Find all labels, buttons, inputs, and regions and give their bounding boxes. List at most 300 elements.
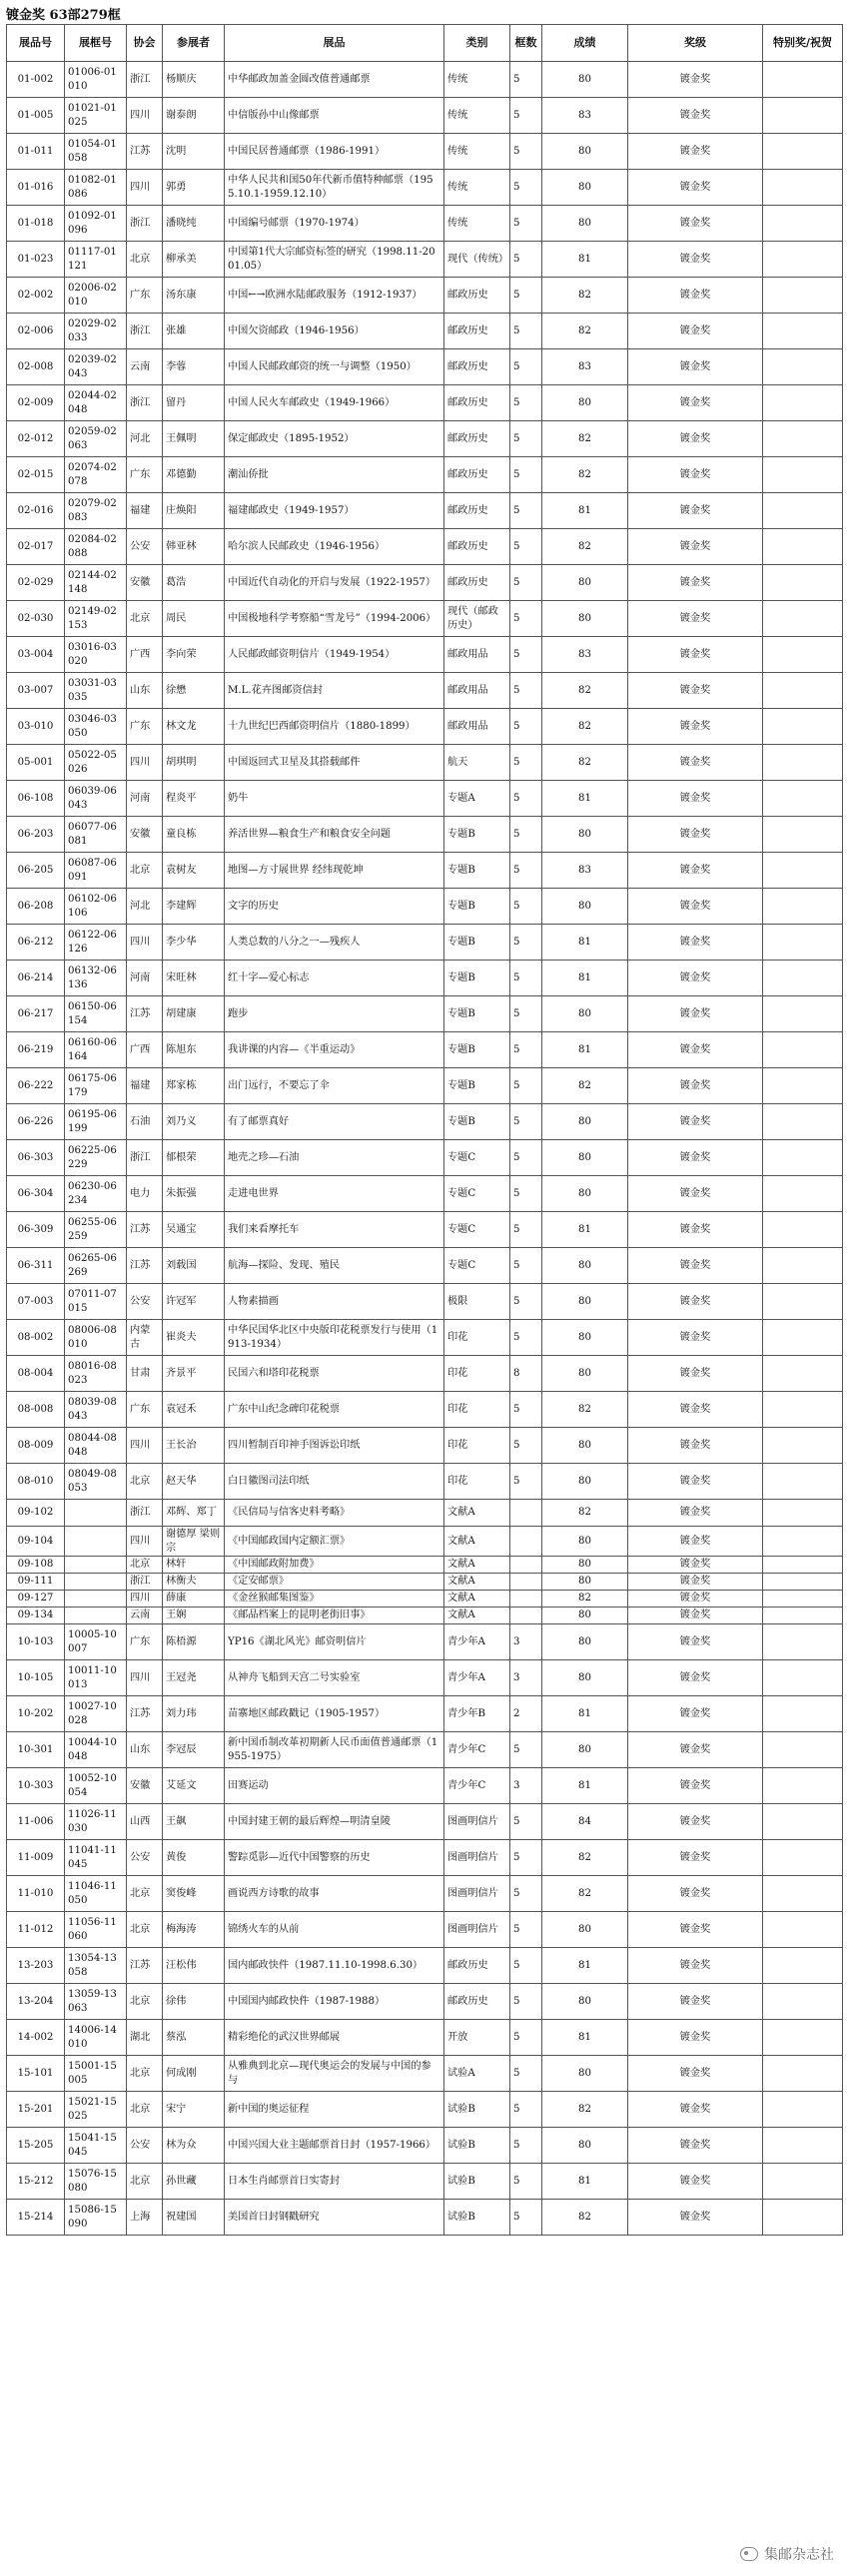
special-award (763, 709, 843, 745)
table-row (7, 1840, 843, 1876)
score: 82 (542, 314, 628, 349)
award-level: 镀金奖 (628, 457, 763, 493)
frame-range (65, 1557, 127, 1574)
exhibit-number: 06-304 (7, 1176, 65, 1212)
score: 80 (542, 1104, 628, 1140)
award-level: 镀金奖 (628, 1840, 763, 1876)
association: 广东 (127, 1624, 163, 1660)
category: 文献A (444, 1527, 510, 1557)
exhibit-number: 09-108 (7, 1557, 65, 1574)
special-award (763, 493, 843, 529)
frame-count: 5 (510, 996, 542, 1032)
association: 江苏 (127, 1248, 163, 1284)
frame-count: 5 (510, 1284, 542, 1320)
score: 80 (542, 1574, 628, 1591)
exhibitor: 梅海涛 (163, 1912, 225, 1948)
frame-range: 02149-02153 (65, 601, 127, 637)
award-level: 镀金奖 (628, 1428, 763, 1464)
score: 80 (542, 565, 628, 601)
table-row (7, 278, 843, 314)
association: 浙江 (127, 206, 163, 242)
exhibit-title: 中国兴国大业主题邮票首日封（1957-1966） (225, 2128, 444, 2164)
table-row (7, 1500, 843, 1527)
special-award (763, 1732, 843, 1768)
category: 专题B (444, 817, 510, 853)
award-level: 镀金奖 (628, 62, 763, 98)
frame-range (65, 1527, 127, 1557)
frame-count: 5 (510, 349, 542, 385)
frame-range: 10011-10013 (65, 1660, 127, 1696)
frame-range: 06087-06091 (65, 853, 127, 889)
exhibit-number: 10-303 (7, 1768, 65, 1804)
category: 文献A (444, 1574, 510, 1591)
score: 82 (542, 278, 628, 314)
score: 82 (542, 421, 628, 457)
frame-range: 03046-03050 (65, 709, 127, 745)
frame-count: 5 (510, 1428, 542, 1464)
category: 传统 (444, 62, 510, 98)
exhibitor: 袁冠禾 (163, 1392, 225, 1428)
exhibit-title: 出门远行，不要忘了伞 (225, 1068, 444, 1104)
exhibitor: 齐景平 (163, 1356, 225, 1392)
frame-count: 5 (510, 1948, 542, 1984)
exhibit-title: 中国欠资邮政（1946-1956） (225, 314, 444, 349)
frame-count: 5 (510, 98, 542, 134)
exhibitor: 王娴 (163, 1608, 225, 1624)
exhibit-title: 田赛运动 (225, 1768, 444, 1804)
award-level: 镀金奖 (628, 996, 763, 1032)
column-header: 参展者 (163, 25, 225, 62)
column-header: 特别奖/祝贺 (763, 25, 843, 62)
special-award (763, 1032, 843, 1068)
table-row (7, 1140, 843, 1176)
exhibitor: 刘载国 (163, 1248, 225, 1284)
exhibit-title: 中国←→欧洲水陆邮政服务（1912-1937） (225, 278, 444, 314)
frame-range: 06230-06234 (65, 1176, 127, 1212)
exhibit-title: 日本生肖邮票首日实寄封 (225, 2164, 444, 2200)
table-row (7, 1248, 843, 1284)
special-award (763, 1696, 843, 1732)
special-award (763, 889, 843, 925)
special-award (763, 1140, 843, 1176)
exhibitor: 宋旺林 (163, 961, 225, 996)
exhibit-number: 02-029 (7, 565, 65, 601)
exhibit-title: 中华民国华北区中央版印花税票发行与使用（1913-1934） (225, 1320, 444, 1356)
table-row (7, 529, 843, 565)
frame-range: 06195-06199 (65, 1104, 127, 1140)
exhibitor: 林文龙 (163, 709, 225, 745)
table-row (7, 1624, 843, 1660)
category: 专题B (444, 1104, 510, 1140)
frame-range: 01117-01121 (65, 242, 127, 278)
exhibit-number: 02-017 (7, 529, 65, 565)
special-award (763, 601, 843, 637)
association: 四川 (127, 1591, 163, 1608)
award-level: 镀金奖 (628, 817, 763, 853)
exhibit-number: 13-203 (7, 1948, 65, 1984)
exhibit-title: 从神舟飞船到天宫二号实验室 (225, 1660, 444, 1696)
special-award (763, 2164, 843, 2200)
exhibit-title: 人物素描画 (225, 1284, 444, 1320)
frame-count: 5 (510, 637, 542, 673)
table-row (7, 1176, 843, 1212)
frame-range: 02144-02148 (65, 565, 127, 601)
table-row (7, 1984, 843, 2020)
frame-count: 5 (510, 206, 542, 242)
frame-range: 14006-14010 (65, 2020, 127, 2056)
score: 81 (542, 2020, 628, 2056)
special-award (763, 1876, 843, 1912)
award-level: 镀金奖 (628, 925, 763, 961)
exhibit-title: 中国返回式卫星及其搭载邮件 (225, 745, 444, 781)
category: 青少年C (444, 1768, 510, 1804)
exhibitor: 王冠尧 (163, 1660, 225, 1696)
special-award (763, 1104, 843, 1140)
exhibitor: 李少华 (163, 925, 225, 961)
table-row (7, 421, 843, 457)
score: 80 (542, 1527, 628, 1557)
frame-range: 06175-06179 (65, 1068, 127, 1104)
table-row (7, 1574, 843, 1591)
score: 82 (542, 709, 628, 745)
special-award (763, 673, 843, 709)
exhibit-title: 中国国内邮政快件（1987-1988） (225, 1984, 444, 2020)
frame-count: 5 (510, 1912, 542, 1948)
table-row (7, 996, 843, 1032)
frame-range: 13054-13058 (65, 1948, 127, 1984)
frame-range (65, 1574, 127, 1591)
table-row (7, 709, 843, 745)
score: 81 (542, 1948, 628, 1984)
frame-count: 3 (510, 1624, 542, 1660)
association: 四川 (127, 98, 163, 134)
exhibitor: 胡琪明 (163, 745, 225, 781)
association: 福建 (127, 493, 163, 529)
special-award (763, 206, 843, 242)
category: 试验B (444, 2128, 510, 2164)
award-level: 镀金奖 (628, 242, 763, 278)
table-row (7, 925, 843, 961)
score: 80 (542, 62, 628, 98)
award-level: 镀金奖 (628, 134, 763, 170)
exhibit-number: 02-015 (7, 457, 65, 493)
frame-range: 10052-10054 (65, 1768, 127, 1804)
frame-count: 8 (510, 1356, 542, 1392)
category: 试验B (444, 2092, 510, 2128)
special-award (763, 1320, 843, 1356)
awards-table (6, 24, 843, 2236)
exhibit-title: 精彩绝伦的武汉世界邮展 (225, 2020, 444, 2056)
column-header: 类别 (444, 25, 510, 62)
exhibit-number: 06-214 (7, 961, 65, 996)
frame-count: 5 (510, 709, 542, 745)
category: 航天 (444, 745, 510, 781)
exhibit-title: 锦绣火车的从前 (225, 1912, 444, 1948)
award-level: 镀金奖 (628, 1284, 763, 1320)
score: 82 (542, 1500, 628, 1527)
exhibit-title: M.L.花卉图邮资信封 (225, 673, 444, 709)
frame-count: 5 (510, 314, 542, 349)
table-row (7, 1527, 843, 1557)
exhibit-title: 中国封建王朝的最后辉煌—明清皇陵 (225, 1804, 444, 1840)
special-award (763, 278, 843, 314)
table-row (7, 1428, 843, 1464)
exhibit-number: 11-009 (7, 1840, 65, 1876)
exhibitor: 孙世藏 (163, 2164, 225, 2200)
exhibitor: 何成刚 (163, 2056, 225, 2092)
special-award (763, 781, 843, 817)
column-header: 展框号 (65, 25, 127, 62)
score: 82 (542, 529, 628, 565)
special-award (763, 134, 843, 170)
table-row (7, 889, 843, 925)
table-row (7, 565, 843, 601)
score: 80 (542, 1320, 628, 1356)
award-level: 镀金奖 (628, 1984, 763, 2020)
score: 80 (542, 817, 628, 853)
exhibit-number: 03-010 (7, 709, 65, 745)
score: 80 (542, 1660, 628, 1696)
association: 石油 (127, 1104, 163, 1140)
table-row (7, 1032, 843, 1068)
frame-range: 08039-08043 (65, 1392, 127, 1428)
award-level: 镀金奖 (628, 1557, 763, 1574)
frame-count: 5 (510, 925, 542, 961)
exhibit-number: 09-111 (7, 1574, 65, 1591)
special-award (763, 1356, 843, 1392)
category: 传统 (444, 206, 510, 242)
association: 四川 (127, 170, 163, 206)
score: 80 (542, 1284, 628, 1320)
exhibit-title: 四川暂制百印神手图诉讼印纸 (225, 1428, 444, 1464)
association: 河北 (127, 421, 163, 457)
table-row (7, 673, 843, 709)
frame-count: 5 (510, 421, 542, 457)
category: 极限 (444, 1284, 510, 1320)
frame-count: 5 (510, 2200, 542, 2236)
table-row (7, 1876, 843, 1912)
special-award (763, 2200, 843, 2236)
association: 江苏 (127, 1212, 163, 1248)
special-award (763, 1804, 843, 1840)
special-award (763, 925, 843, 961)
award-level: 镀金奖 (628, 278, 763, 314)
exhibit-number: 06-226 (7, 1104, 65, 1140)
score: 80 (542, 134, 628, 170)
association: 北京 (127, 1984, 163, 2020)
award-level: 镀金奖 (628, 1876, 763, 1912)
award-level: 镀金奖 (628, 2128, 763, 2164)
frame-count: 5 (510, 1176, 542, 1212)
award-level: 镀金奖 (628, 781, 763, 817)
exhibit-number: 01-011 (7, 134, 65, 170)
score: 82 (542, 1591, 628, 1608)
table-row (7, 1464, 843, 1500)
score: 81 (542, 493, 628, 529)
frame-range: 10044-10048 (65, 1732, 127, 1768)
frame-count: 5 (510, 2020, 542, 2056)
association: 北京 (127, 242, 163, 278)
exhibitor: 童良栋 (163, 817, 225, 853)
frame-count: 5 (510, 170, 542, 206)
exhibit-title: 潮汕侨批 (225, 457, 444, 493)
frame-count: 5 (510, 493, 542, 529)
special-award (763, 817, 843, 853)
frame-range (65, 1591, 127, 1608)
association: 北京 (127, 1912, 163, 1948)
frame-range: 15001-15005 (65, 2056, 127, 2092)
table-row (7, 1284, 843, 1320)
frame-range: 13059-13063 (65, 1984, 127, 2020)
frame-count: 3 (510, 1768, 542, 1804)
category: 文献A (444, 1500, 510, 1527)
special-award (763, 1557, 843, 1574)
exhibit-title: 从雅典到北京—现代奥运会的发展与中国的参与 (225, 2056, 444, 2092)
exhibit-number: 08-009 (7, 1428, 65, 1464)
association: 江苏 (127, 996, 163, 1032)
association: 江苏 (127, 1696, 163, 1732)
table-row (7, 457, 843, 493)
association: 云南 (127, 349, 163, 385)
exhibit-title: YP16《湖北风光》邮资明信片 (225, 1624, 444, 1660)
special-award (763, 1624, 843, 1660)
table-row (7, 1320, 843, 1356)
wechat-icon (740, 2547, 758, 2561)
exhibitor: 刘乃义 (163, 1104, 225, 1140)
association: 上海 (127, 2200, 163, 2236)
award-level: 镀金奖 (628, 2164, 763, 2200)
association: 北京 (127, 2092, 163, 2128)
exhibit-number: 15-201 (7, 2092, 65, 2128)
award-level: 镀金奖 (628, 2200, 763, 2236)
exhibit-title: 《定安邮票》 (225, 1574, 444, 1591)
special-award (763, 745, 843, 781)
frame-range: 08016-08023 (65, 1356, 127, 1392)
exhibit-title: 哈尔滨人民邮政史（1946-1956） (225, 529, 444, 565)
category: 邮政历史 (444, 565, 510, 601)
table-row (7, 1068, 843, 1104)
table-row (7, 1948, 843, 1984)
exhibit-number: 10-103 (7, 1624, 65, 1660)
score: 80 (542, 996, 628, 1032)
category: 印花 (444, 1464, 510, 1500)
table-row (7, 853, 843, 889)
table-row (7, 62, 843, 98)
frame-range: 02029-02033 (65, 314, 127, 349)
exhibit-number: 02-006 (7, 314, 65, 349)
score: 82 (542, 1392, 628, 1428)
category: 传统 (444, 170, 510, 206)
category: 试验A (444, 2056, 510, 2092)
category: 印花 (444, 1428, 510, 1464)
score: 83 (542, 98, 628, 134)
table-row (7, 98, 843, 134)
exhibit-title: 中国极地科学考察船“雪龙号”（1994-2006） (225, 601, 444, 637)
special-award (763, 2128, 843, 2164)
category: 邮政历史 (444, 1948, 510, 1984)
frame-range: 03016-03020 (65, 637, 127, 673)
category: 印花 (444, 1392, 510, 1428)
score: 82 (542, 457, 628, 493)
frame-range: 02039-02043 (65, 349, 127, 385)
frame-count (510, 1591, 542, 1608)
award-level: 镀金奖 (628, 1176, 763, 1212)
frame-range: 06132-06136 (65, 961, 127, 996)
exhibit-title: 《中国邮政附加费》 (225, 1557, 444, 1574)
exhibit-title: 《邮品档案上的昆明老街旧事》 (225, 1608, 444, 1624)
table-row (7, 2092, 843, 2128)
exhibit-title: 福建邮政史（1949-1957） (225, 493, 444, 529)
exhibit-title: 中国近代自动化的开启与发展（1922-1957） (225, 565, 444, 601)
table-row (7, 385, 843, 421)
exhibit-title: 中华邮政加盖金圆改值普通邮票 (225, 62, 444, 98)
exhibit-title: 红十字—爱心标志 (225, 961, 444, 996)
special-award (763, 1608, 843, 1624)
score: 80 (542, 1356, 628, 1392)
frame-range: 06077-06081 (65, 817, 127, 853)
column-header: 奖级 (628, 25, 763, 62)
exhibitor: 谢泰朗 (163, 98, 225, 134)
table-row (7, 745, 843, 781)
frame-range: 03031-03035 (65, 673, 127, 709)
association: 广西 (127, 1032, 163, 1068)
association: 安徽 (127, 565, 163, 601)
table-row (7, 601, 843, 637)
exhibit-number: 06-309 (7, 1212, 65, 1248)
category: 专题A (444, 781, 510, 817)
exhibit-title: 《金丝猴邮集图鉴》 (225, 1591, 444, 1608)
score: 80 (542, 1428, 628, 1464)
column-header: 框数 (510, 25, 542, 62)
frame-range: 02084-02088 (65, 529, 127, 565)
frame-range: 11041-11045 (65, 1840, 127, 1876)
special-award (763, 349, 843, 385)
category: 邮政历史 (444, 457, 510, 493)
exhibit-number: 15-101 (7, 2056, 65, 2092)
exhibit-number: 03-004 (7, 637, 65, 673)
category: 图画明信片 (444, 1876, 510, 1912)
score: 80 (542, 206, 628, 242)
exhibit-number: 09-127 (7, 1591, 65, 1608)
frame-count: 3 (510, 1660, 542, 1696)
exhibitor: 留丹 (163, 385, 225, 421)
score: 82 (542, 745, 628, 781)
category: 邮政历史 (444, 421, 510, 457)
exhibit-number: 02-008 (7, 349, 65, 385)
association: 北京 (127, 601, 163, 637)
frame-count: 5 (510, 529, 542, 565)
exhibit-number: 05-001 (7, 745, 65, 781)
exhibit-number: 11-006 (7, 1804, 65, 1840)
exhibit-title: 白日徽图司法印纸 (225, 1464, 444, 1500)
frame-range: 07011-07015 (65, 1284, 127, 1320)
special-award (763, 1392, 843, 1428)
table-row (7, 1557, 843, 1574)
exhibitor: 邓辉、郑丁 (163, 1500, 225, 1527)
exhibit-number: 06-311 (7, 1248, 65, 1284)
award-level: 镀金奖 (628, 637, 763, 673)
frame-range: 02044-02048 (65, 385, 127, 421)
award-level: 镀金奖 (628, 853, 763, 889)
special-award (763, 1948, 843, 1984)
frame-count: 5 (510, 2128, 542, 2164)
exhibit-title: 我讲课的内容—《半重运动》 (225, 1032, 444, 1068)
frame-count (510, 1608, 542, 1624)
exhibitor: 潘晓纯 (163, 206, 225, 242)
special-award (763, 242, 843, 278)
frame-count: 5 (510, 1392, 542, 1428)
exhibitor: 徐伟 (163, 1984, 225, 2020)
